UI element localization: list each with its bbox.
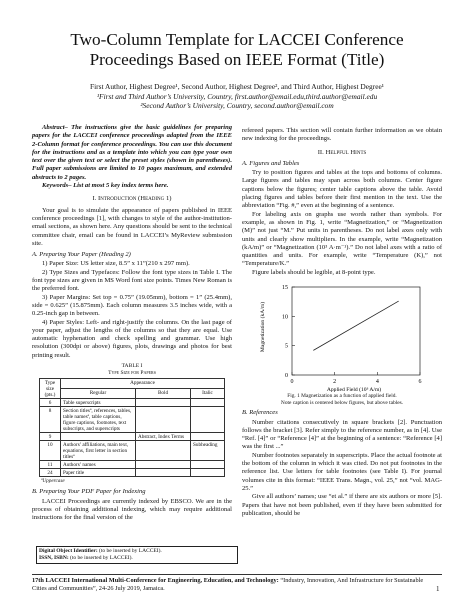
left-column [32, 124, 232, 523]
table-cell [191, 399, 225, 407]
intro-paragraph: Your goal is to simulate the appearance of papers published in IEEE conference proceedings [1], with changes to style of the author-institution-email sections, as shown here. Any questions should be sent to the technical committee chair, email can be found in LACCEI’s MyReview submission site. [32, 206, 232, 247]
issn-label: ISSN, ISBN: [39, 554, 69, 561]
table-row [40, 399, 225, 407]
table-header-bold: Bold [136, 389, 191, 399]
y-tick-label: 15 [282, 285, 288, 292]
section-heading-introduction: I. Introduction (Heading 1) [92, 195, 172, 203]
paper-title [20, 30, 454, 70]
figure-caption [242, 393, 442, 406]
table-header-size: Type size (pts.) [40, 379, 61, 399]
references-paragraph-3: Give all authors’ names; use “et al.” if there are six authors or more [5]. Papers that have not been published, even if they have been submitted for publication, should be [242, 493, 442, 517]
page-number: 1 [436, 585, 440, 593]
doi-box [36, 546, 238, 564]
right-column [242, 127, 442, 518]
y-tick-label: 10 [282, 314, 288, 321]
affiliation-1: ¹First and Third Author’s University, Country, first.author@email.edu,third.author@email.edu [96, 91, 378, 101]
table-row [40, 433, 225, 441]
table-cell: 8 [40, 407, 61, 433]
magnetization-chart [242, 279, 442, 393]
styles-paragraph: 4) Paper Styles: Left- and right-justify the columns. On the last page of your paper, adjust the lengths of the columns so that they are equal. Use automatic hyphenation and check spelling and grammar. Use high resolution (300dpi or above) figures, plots, drawings and photos for best printing result. [32, 318, 232, 359]
footer-conference: 17th LACCEI International Multi-Conference for Engineering, Education, and Technology: [32, 577, 279, 584]
subheading-pdf-indexing: B. Preparing Your PDF Paper for Indexing [32, 488, 146, 496]
table-cell: 9 [40, 433, 61, 441]
x-tick-label: 6 [418, 379, 422, 386]
issn-value: (to be inserted by LACCEI). [70, 554, 133, 561]
figure-1 [242, 279, 442, 393]
table-cell [136, 461, 191, 469]
table-row [40, 461, 225, 469]
chart-axes [282, 285, 422, 385]
table-cell [61, 433, 136, 441]
table-cell [136, 399, 191, 407]
table-row [40, 441, 225, 461]
subheading-figures-tables: A. Figures and Tables [242, 159, 300, 167]
figures-paragraph-3: Figure labels should be legible, at 8-point type. [252, 268, 376, 276]
table-cell [136, 441, 191, 461]
subheading-preparing-paper: A. Preparing Your Paper (Heading 2) [32, 251, 131, 259]
table-caption [32, 363, 232, 377]
x-tick-label: 4 [375, 379, 379, 386]
margins-paragraph: 3) Paper Margins: Set top = 0.75” (19.05mm), bottom = 1” (25.4mm), side = 0.625” (15.875mm). Each column measures 3.5 inches wide, with a 0.25-inch gap in between. [32, 293, 232, 318]
type-size-table [39, 378, 225, 477]
table-header-appearance: Appearance [61, 379, 225, 389]
references-paragraph-2: Number footnotes separately in superscripts. Place the actual footnote at the bottom of the column in which it was cited. Do not put footnotes in the reference list. Use letters for table footnotes (see Table I). For journal volumes cite in this format: “IEEE Trans. Magn., vol. 25,” not “vol. MAG-25.” [242, 451, 442, 492]
table-cell: 6 [40, 399, 61, 407]
chart-marks [313, 301, 398, 350]
table-cell: 10 [40, 441, 61, 461]
table-footnote: ªUppercase [41, 478, 65, 485]
affiliation-2: ²Second Author’s University, Country, second.author@email.com [140, 101, 334, 111]
indexing-paragraph: LACCEI Proceedings are currently indexed by EBSCO. We are in the process of obtaining additional indexing, which may require additional instructions for the final version of the [32, 497, 232, 522]
table-cell: Abstract, Index Terms [136, 433, 191, 441]
title-line-2: Proceedings Based on IEEE Format (Title) [89, 50, 385, 69]
figures-paragraph-2: For labeling axis on graphs use words rather than symbols. For example, as shown in Fig. 1, write “Magnetization,” or “Magnetization (M)” not just “M.” Put units in parentheses. Do not label axes only with units and clearly show multipliers. In the example, write “Magnetization (kA/m)” or “Magnetization (10³ A·m⁻¹).” Do not label axes with a ratio of quantities and units. For example, write “Temperature (K),” not “Temperature/K.” [242, 210, 442, 268]
series-line [313, 301, 398, 350]
section-heading-hints: II. Helpful Hints [317, 148, 367, 156]
table-header-regular: Regular [61, 389, 136, 399]
table-subtitle: Type Size for Papers [108, 370, 156, 377]
abstract: Abstract– The instructions give the basic guidelines for preparing papers for the LACCEI conference proceedings adapted from the IEEE 2-Column format for conference proceedings. You can use this document for the instructions and as a template into which you can type your own text over the given text or select the preset styles (shown in parentheses). Full paper submissions are limited to 10 pages maximum, and extended abstracts to 2 pages. [32, 124, 232, 181]
y-axis-label: Magnetization (kA/m) [260, 301, 266, 353]
table-cell [191, 407, 225, 433]
type-sizes-paragraph: 2) Type Sizes and Typefaces: Follow the font type sizes in Table I. The font type sizes are given in MS Word font size points. Times New Roman is the preferred font. [32, 268, 232, 293]
footer-rule [32, 574, 442, 575]
table-cell [191, 433, 225, 441]
author-block [20, 82, 454, 111]
table-row [40, 407, 225, 433]
table-cell: Section titlesª, references, tables, table namesª, table captions, figure captions, footnotes, text subscripts, and superscripts [61, 407, 136, 433]
y-tick-label: 5 [285, 343, 288, 350]
plot-frame [292, 287, 420, 375]
y-tick-label: 0 [285, 373, 288, 380]
doi-value: (to be inserted by LACCEI). [99, 548, 162, 554]
table-cell: Authors’ affiliations, main text, equations, first letter in section titlesª [61, 441, 136, 461]
table-cell [191, 469, 225, 477]
figures-paragraph-1: Try to position figures and tables at the tops and bottoms of columns. Large figures and tables may span across both columns. Center figure captions below the figures; center table captions above the table. Avoid placing figures and tables before their first mention in the text. Use the abbreviation “Fig. #,” even at the beginning of a sentence. [242, 169, 442, 210]
table-cell: 24 [40, 469, 61, 477]
continued-paragraph: refereed papers. This section will contain further information as we obtain new indexing for the proceedings. [242, 127, 442, 143]
table-cell [136, 469, 191, 477]
table-cell: Authors’ names [61, 461, 136, 469]
figure-caption-line-1: Fig. 1 Magnetization as a function of applied field. [287, 393, 397, 400]
footer [32, 577, 432, 593]
table-cell: Table superscripts [61, 399, 136, 407]
footer-theme: “Industry, Innovation, And Infrastructure for Sustainable Cities and Communities”, 24-26 July 2019, Jamaica. [32, 577, 424, 592]
table-cell [191, 461, 225, 469]
table-cell: 11 [40, 461, 61, 469]
table-cell [136, 407, 191, 433]
table-cell: Subheading [191, 441, 225, 461]
paper-size-paragraph: 1) Paper Size: US letter size, 8.5” x 11”(210 x 297 mm). [42, 260, 190, 268]
references-paragraph-1: Number citations consecutively in square brackets [2]. Punctuation follows the bracket [3]. Refer simply to the reference number, as in [4]. Use “Ref. [4]” or “Reference [4]” at the beginning of a sentence: “Reference [4] was the first ...” [242, 418, 442, 451]
keywords: Keywords– List at most 5 key index terms here. [42, 182, 169, 190]
x-axis-label: Applied Field (10³ A/m) [326, 387, 382, 394]
table-cell: Paper title [61, 469, 136, 477]
table-title: TABLE I [121, 363, 143, 370]
author-names: First Author, Highest Degree¹, Second Author, Highest Degree², and Third Author, Highest Degree¹ [89, 82, 384, 91]
x-tick-label: 2 [333, 379, 337, 386]
title-line-1: Two-Column Template for LACCEI Conference [70, 30, 404, 49]
subheading-references: B. References [242, 409, 278, 417]
figure-caption-line-2: Note caption is centered below figures, but above tables. [280, 399, 404, 406]
table-header-italic: Italic [191, 389, 225, 399]
doi-label: Digital Object Identifier: [39, 548, 98, 554]
x-tick-label: 0 [290, 379, 294, 386]
table-row [40, 469, 225, 477]
